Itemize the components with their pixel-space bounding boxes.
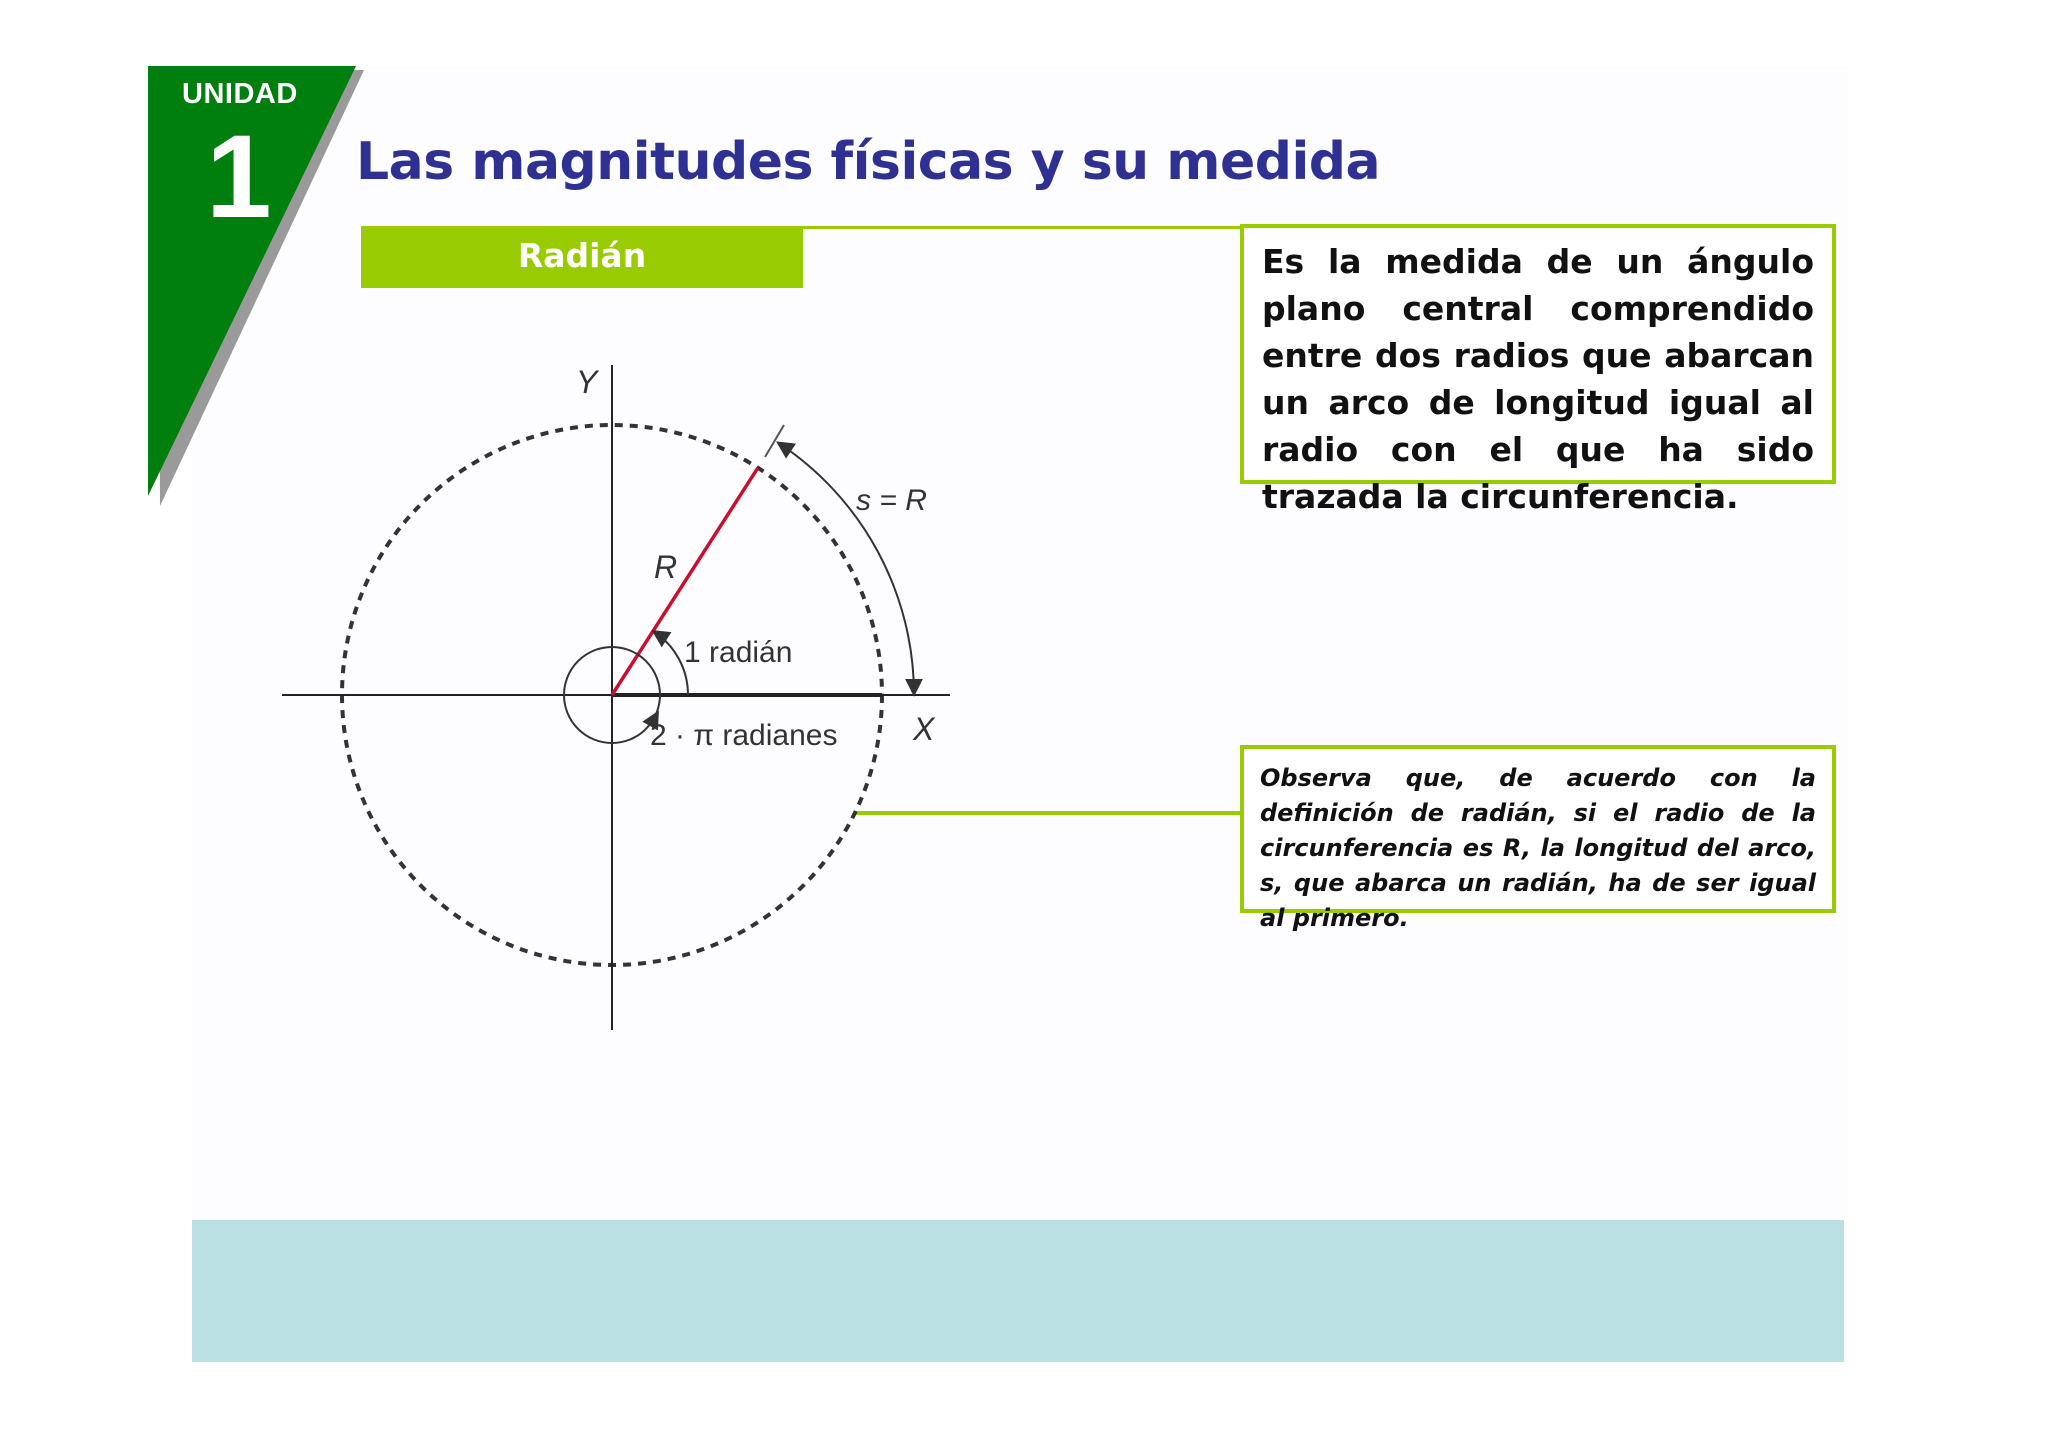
- y-axis-label: Y: [576, 364, 598, 400]
- x-axis-label: X: [913, 711, 935, 747]
- arc-arrow: [778, 442, 915, 695]
- arc-label: s = R: [856, 484, 927, 517]
- footer-band: [192, 1220, 1844, 1362]
- radius-label: R: [654, 549, 678, 585]
- full-turn-label: 2 · π radianes: [650, 719, 838, 752]
- unit-label: UNIDAD: [182, 78, 298, 110]
- page-title: Las magnitudes físicas y su medida: [356, 132, 1381, 192]
- connector-line-top: [803, 226, 1243, 229]
- one-radian-label: 1 radián: [684, 636, 793, 669]
- note-box: [1240, 745, 1836, 932]
- definition-text: Es la medida de un ángulo plano central comprendido entre dos radios que abarcan un arco de longitud igual al radio con el que ha sido trazada la circunferencia.: [1262, 242, 1814, 516]
- definition-box: [1240, 224, 1836, 516]
- unit-number: 1: [206, 111, 272, 243]
- note-text: Observa que, de acuerdo con la definición de radián, si el radio de la circunferencia es R, la longitud del arco, s, que abarca un radián, ha de ser igual al primero.: [1260, 764, 1816, 932]
- radius-tick: [765, 425, 784, 457]
- radian-diagram: [270, 360, 970, 1040]
- section-label: Radián: [517, 236, 647, 275]
- section-header: [361, 226, 803, 288]
